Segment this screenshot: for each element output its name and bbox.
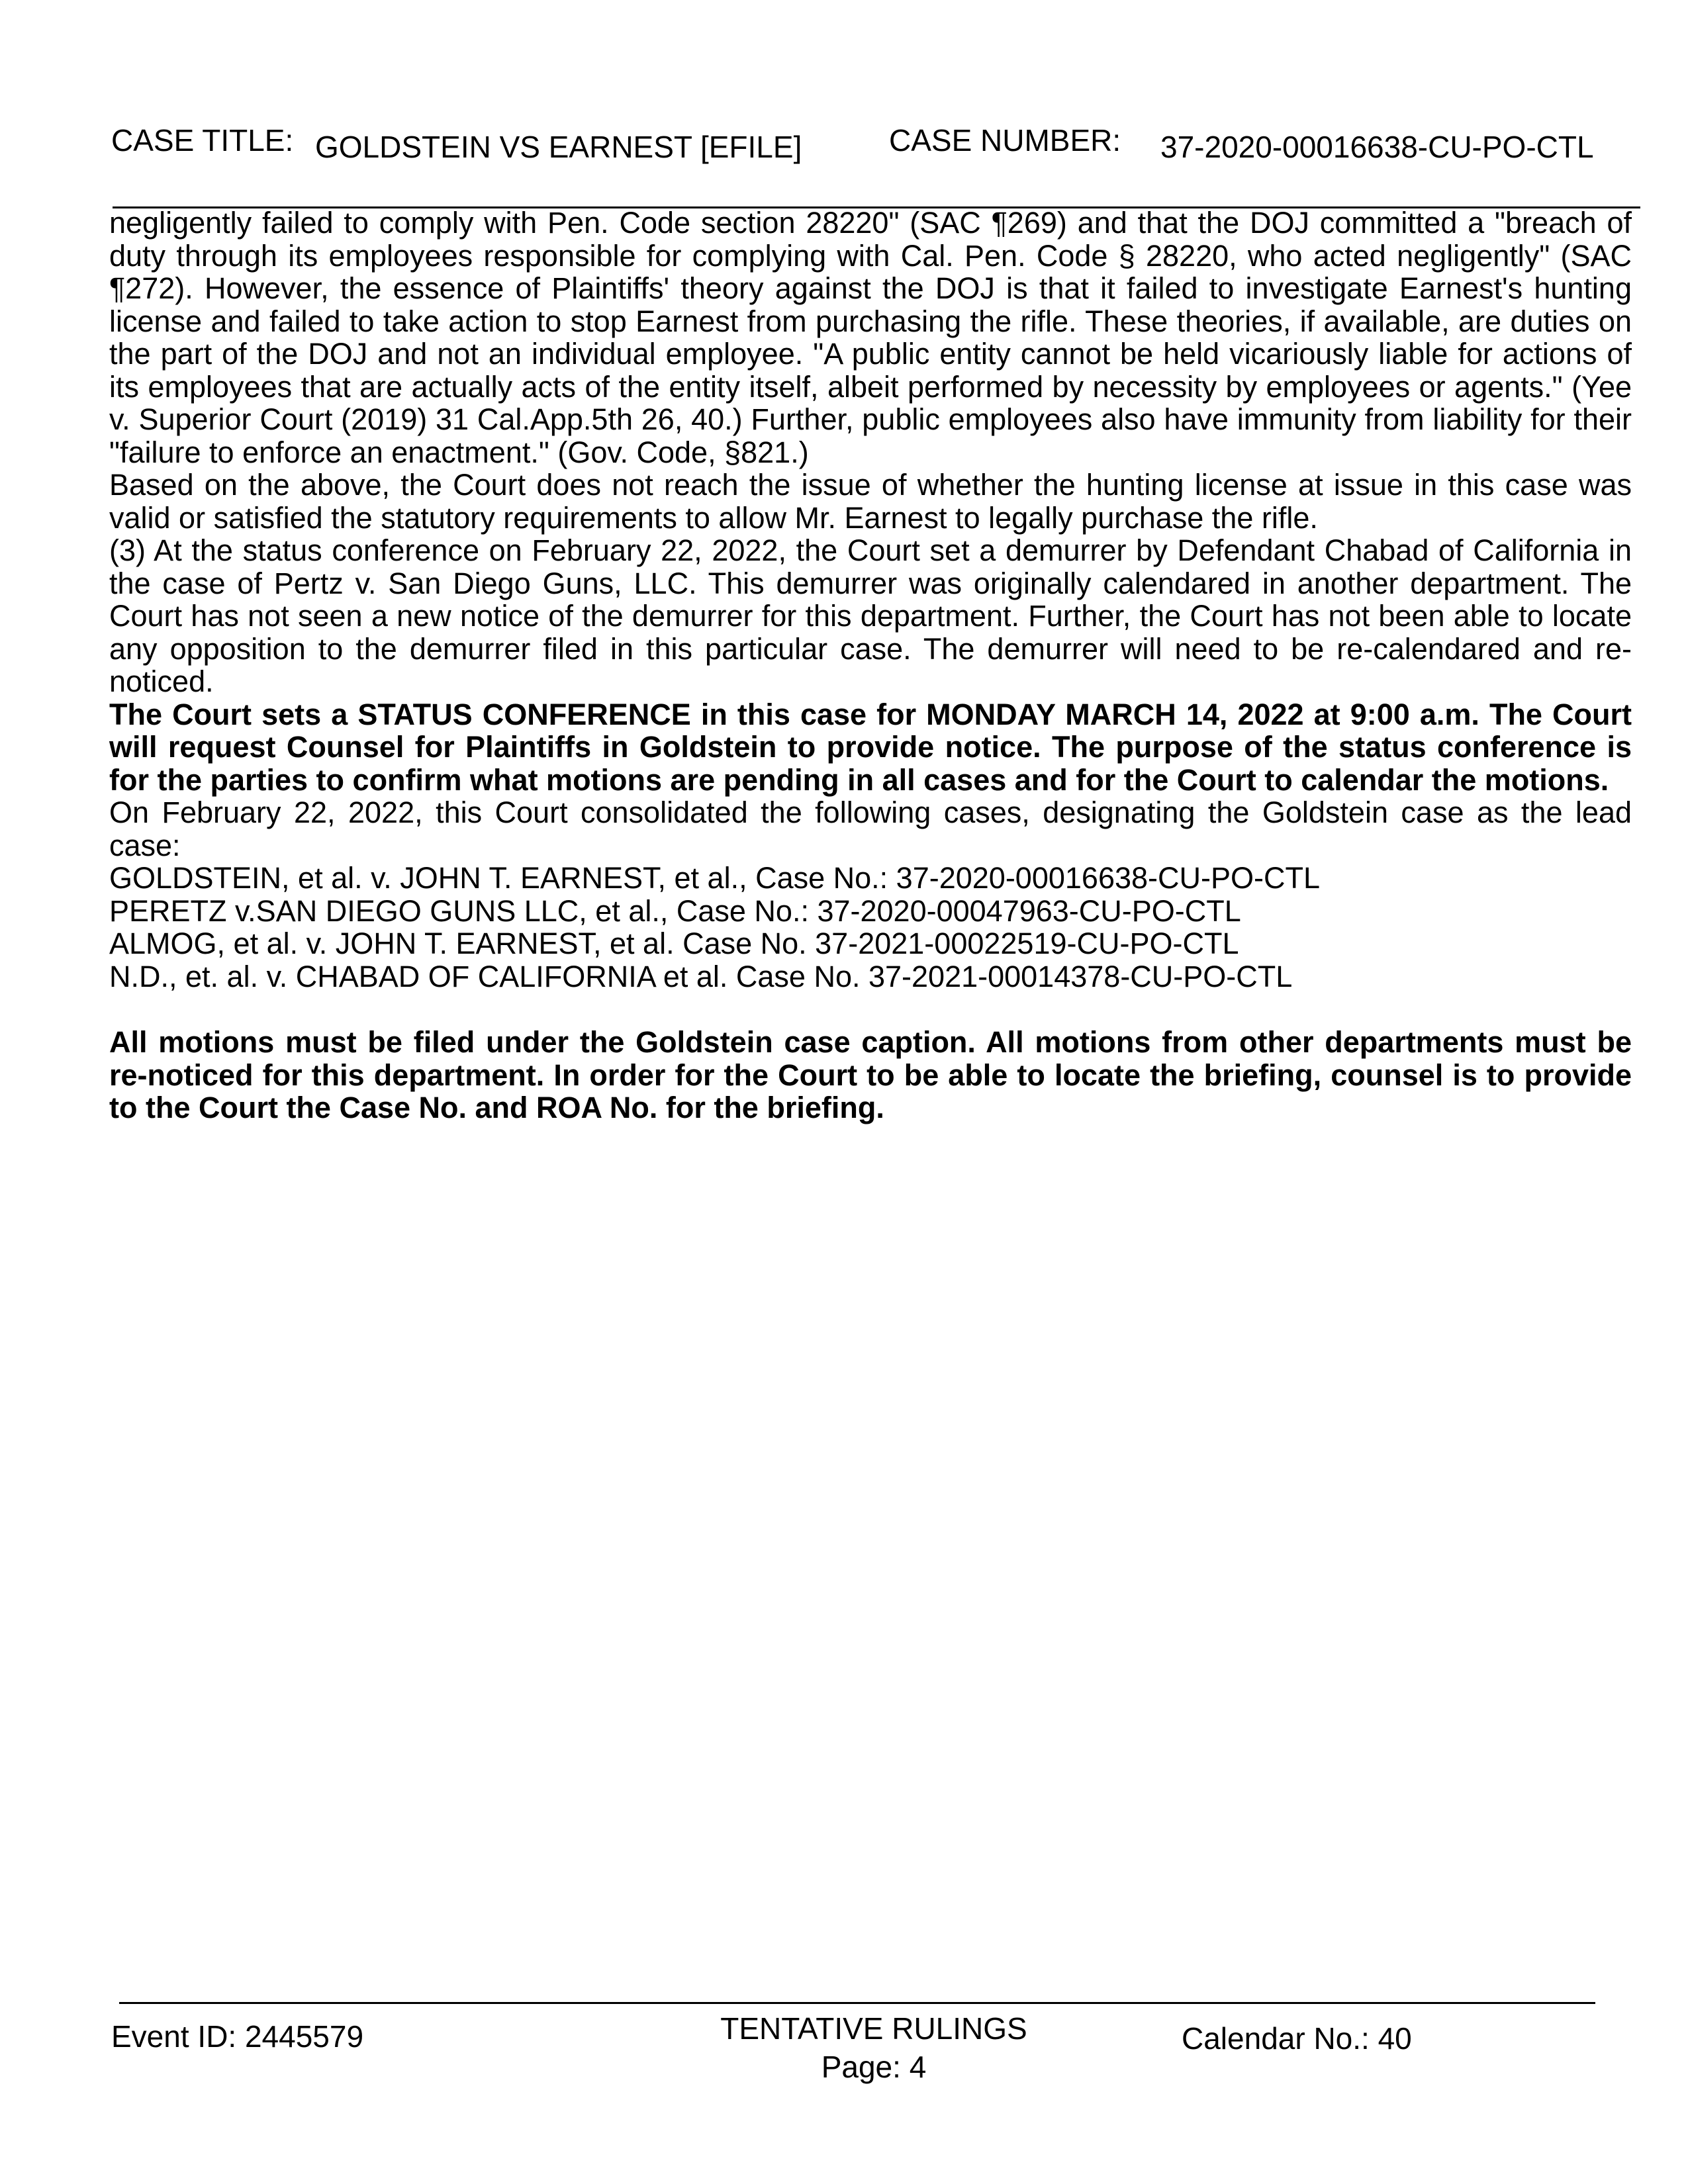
paragraph-consolidation: On February 22, 2022, this Court consolidated the following cases, designating the Goldstein case as the lead case:: [109, 796, 1632, 862]
footer-center: [688, 2009, 1059, 2086]
consolidated-case-item: PERETZ v.SAN DIEGO GUNS LLC, et al., Case No.: 37-2020-00047963-CU-PO-CTL: [109, 893, 1241, 928]
paragraph-demurrer: (3) At the status conference on February 22, 2022, the Court set a demurrer by Defendant Chabad of California in the case of Pertz v. San Diego Guns, LLC. This demurrer was originally calendared in another department. The Court has not seen a new notice of the demurrer for this department. Further, the Court has not been able to locate any opposition to the demurrer filed in this particular case. The demurrer will need to be re-calendared and re-noticed.: [109, 533, 1632, 698]
spacer: [109, 993, 1632, 1026]
case-header: [111, 122, 1640, 169]
page-number: Page: 4: [821, 2050, 927, 2084]
footer-divider: [119, 2002, 1595, 2004]
case-number-label: CASE NUMBER:: [889, 123, 1121, 158]
section-title: TENTATIVE RULINGS: [720, 2011, 1027, 2046]
consolidated-case-item: GOLDSTEIN, et al. v. JOHN T. EARNEST, et al., Case No.: 37-2020-00016638-CU-PO-CTL: [109, 861, 1321, 895]
case-title-value: GOLDSTEIN VS EARNEST [EFILE]: [315, 130, 802, 164]
ruling-body: [109, 206, 1632, 1124]
consolidated-case-item: ALMOG, et al. v. JOHN T. EARNEST, et al. Case No. 37-2021-00022519-CU-PO-CTL: [109, 927, 1239, 960]
paragraph-filing-instructions: All motions must be filed under the Goldstein case caption. All motions from other departments must be re-noticed for this department. In order for the Court to be able to locate the briefing, counsel is to provide to the Court the Case No. and ROA No. for the briefing.: [109, 1025, 1632, 1124]
event-id: Event ID: 2445579: [111, 2019, 364, 2054]
paragraph-status-conference: The Court sets a STATUS CONFERENCE in this case for MONDAY MARCH 14, 2022 at 9:00 a.m. The Court will request Counsel for Plaintiffs in Goldstein to provide notice. The purpose of the status conference is for the parties to confirm what motions are pending in all cases and for the Court to calendar the motions.: [109, 697, 1632, 797]
case-number-value: 37-2020-00016638-CU-PO-CTL: [1160, 130, 1594, 164]
consolidated-case-item: N.D., et. al. v. CHABAD OF CALIFORNIA et al. Case No. 37-2021-00014378-CU-PO-CTL: [109, 959, 1293, 993]
paragraph-hunting-license: Based on the above, the Court does not reach the issue of whether the hunting license at issue in this case was valid or satisfied the statutory requirements to allow Mr. Earnest to legally purchase the rifle.: [109, 468, 1632, 535]
paragraph-doj-liability: negligently failed to comply with Pen. Code section 28220" (SAC ¶269) and that the DOJ committed a "breach of duty through its employees responsible for complying with Cal. Pen. Code § 28220, who acted negligently" (SAC ¶272). However, the essence of Plaintiffs' theory against the DOJ is that it failed to investigate Earnest's hunting license and failed to take action to stop Earnest from purchasing the rifle. These theories, if available, are duties on the part of the DOJ and not an individual employee. "A public entity cannot be held vicariously liable for actions of its employees that are actually acts of the entity itself, albeit performed by necessity by employees or agents." (Yee v. Superior Court (2019) 31 Cal.App.5th 26, 40.) Further, public employees also have immunity from liability for their "failure to enforce an enactment." (Gov. Code, §821.): [109, 206, 1632, 469]
calendar-number: Calendar No.: 40: [1182, 2021, 1412, 2056]
case-title-label: CASE TITLE:: [111, 123, 294, 158]
